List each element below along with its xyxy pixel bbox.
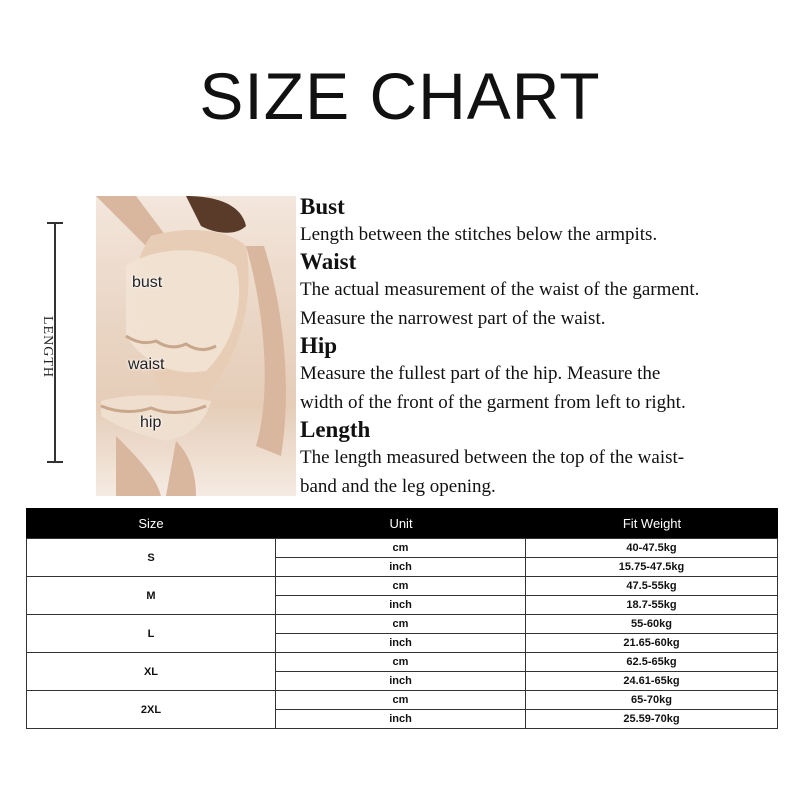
size-table — [26, 508, 778, 729]
table-row — [276, 557, 778, 576]
unit-cell: cm — [276, 577, 526, 595]
bust-label: bust — [132, 274, 163, 291]
definition-text: The actual measurement of the waist of the garment. Measure the narrowest part of the waist. — [300, 279, 700, 329]
unit-cell: cm — [276, 653, 526, 671]
definition-hip — [300, 333, 790, 417]
size-cell: S — [26, 539, 276, 576]
table-body — [26, 538, 778, 729]
table-row — [276, 671, 778, 690]
unit-cell: inch — [276, 672, 526, 690]
size-row-l — [26, 615, 778, 653]
length-label: LENGTH — [40, 316, 55, 378]
unit-cell: cm — [276, 615, 526, 633]
size-cell: M — [26, 577, 276, 614]
table-row — [276, 615, 778, 633]
fit-weight-cell: 18.7-55kg — [526, 596, 778, 614]
definition-bust — [300, 194, 790, 249]
waist-label: waist — [128, 356, 165, 373]
figure-illustration — [96, 196, 296, 496]
fit-weight-cell: 15.75-47.5kg — [526, 558, 778, 576]
fit-weight-cell: 65-70kg — [526, 691, 778, 709]
fit-weight-cell: 62.5-65kg — [526, 653, 778, 671]
definition-text: The length measured between the top of the waist- band and the leg opening. — [300, 447, 685, 497]
definition-length — [300, 417, 790, 501]
table-header — [26, 508, 778, 538]
size-row-xl — [26, 653, 778, 691]
size-cell: 2XL — [26, 691, 276, 728]
unit-cell: cm — [276, 539, 526, 557]
unit-cell: inch — [276, 634, 526, 652]
fit-weight-cell: 24.61-65kg — [526, 672, 778, 690]
size-row-m — [26, 577, 778, 615]
fit-weight-cell: 25.59-70kg — [526, 710, 778, 728]
fit-weight-cell: 55-60kg — [526, 615, 778, 633]
table-row — [276, 633, 778, 652]
size-cell: XL — [26, 653, 276, 690]
size-row-2xl — [26, 691, 778, 729]
model-figure — [96, 196, 296, 496]
unit-cell: inch — [276, 558, 526, 576]
table-row — [276, 691, 778, 709]
definition-heading: Hip — [300, 333, 338, 358]
table-row — [276, 539, 778, 557]
hip-label: hip — [140, 414, 162, 431]
page-title: SIZE CHART — [199, 59, 601, 133]
definition-text: Length between the stitches below the armpits. — [300, 224, 658, 245]
table-row — [276, 577, 778, 595]
size-cell: L — [26, 615, 276, 652]
fit-weight-cell: 47.5-55kg — [526, 577, 778, 595]
unit-cell: cm — [276, 691, 526, 709]
unit-cell: inch — [276, 710, 526, 728]
fit-weight-cell: 21.65-60kg — [526, 634, 778, 652]
column-header-unit: Unit — [389, 515, 413, 531]
definition-heading: Length — [300, 417, 371, 442]
table-row — [276, 595, 778, 614]
table-row — [276, 709, 778, 728]
definition-heading: Bust — [300, 194, 345, 219]
length-cap-bottom — [47, 461, 63, 463]
definition-waist — [300, 249, 790, 333]
unit-cell: inch — [276, 596, 526, 614]
column-header-fit-weight: Fit Weight — [622, 515, 682, 531]
table-row — [276, 653, 778, 671]
size-row-s — [26, 539, 778, 577]
measurement-definitions — [300, 194, 790, 501]
definition-heading: Waist — [300, 249, 357, 274]
definition-text: Measure the fullest part of the hip. Measure the width of the front of the garment from left to right. — [300, 363, 686, 413]
fit-weight-cell: 40-47.5kg — [526, 539, 778, 557]
column-header-size: Size — [138, 515, 164, 531]
